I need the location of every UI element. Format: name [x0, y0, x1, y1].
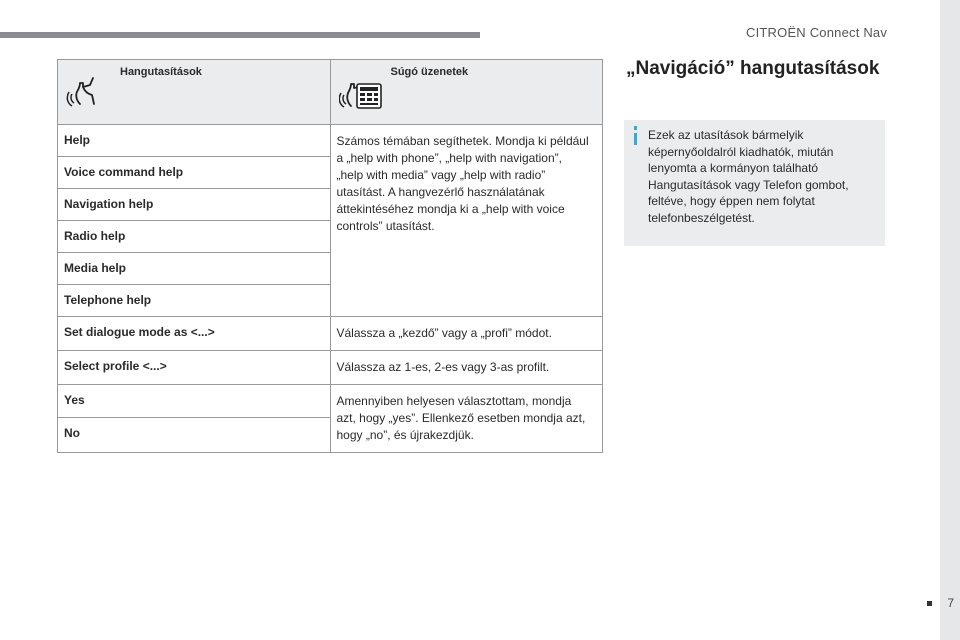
command-cell: Navigation help	[58, 189, 331, 221]
voice-commands-table	[57, 59, 603, 453]
table-row	[58, 385, 603, 418]
message-cell	[330, 317, 603, 351]
message-text: Válassza az 1-es, 2-es vagy 3-as profilt.	[336, 360, 550, 374]
page-marker	[927, 601, 932, 606]
table-row	[58, 351, 603, 385]
header-cell-commands	[58, 60, 331, 125]
table-row	[58, 317, 603, 351]
command-cell: Radio help	[58, 221, 331, 253]
message-text: Válassza a „kezdő” vagy a „profi” módot.	[336, 326, 552, 340]
header-label-messages: Súgó üzenetek	[390, 66, 469, 78]
message-cell	[330, 125, 603, 317]
command-cell: Select profile <...>	[58, 351, 331, 385]
command-cell: Yes	[58, 385, 331, 418]
voice-command-icon	[66, 74, 100, 111]
message-cell	[330, 351, 603, 385]
command-cell: No	[58, 417, 331, 452]
header-cell-messages	[330, 60, 603, 125]
command-cell: Media help	[58, 253, 331, 285]
command-cell: Set dialogue mode as <...>	[58, 317, 331, 351]
info-icon-bar	[634, 133, 637, 145]
header-label-commands: Hangutasítások	[120, 66, 202, 78]
command-cell: Help	[58, 125, 331, 157]
command-cell: Voice command help	[58, 157, 331, 189]
message-cell	[330, 385, 603, 453]
section-title: „Navigáció” hangutasítások	[626, 58, 880, 79]
command-cell: Telephone help	[58, 285, 331, 317]
table-header-row	[58, 60, 603, 125]
header-title: CITROËN Connect Nav	[746, 25, 888, 40]
table-row	[58, 125, 603, 157]
info-icon	[634, 126, 637, 130]
message-text: Számos témában segíthetek. Mondja ki például a „help with phone”, „help with navigation”, „help with media” vagy „help with radio” utasítást. A hangvezérlő használatának áttekintéséhez mondja ki a „help with voice controls” utasítást.	[336, 134, 589, 233]
message-text: Amennyiben helyesen választottam, mondja azt, hogy „yes”. Ellenkező esetben mondja azt, hogy „no”, és újrakezdjük.	[336, 394, 586, 442]
info-text: Ezek az utasítások bármelyik képernyőoldalról kiadhatók, miután lenyomta a kormányon található Hangutasítások vagy Telefon gombot, feltéve, hogy éppen nem folytat telefonbeszélgetést.	[648, 128, 849, 225]
voice-help-screen-icon	[339, 74, 385, 115]
page-edge-strip	[940, 0, 960, 640]
page-number: 7	[947, 596, 954, 610]
header-rule	[0, 32, 480, 38]
info-box	[624, 120, 885, 246]
